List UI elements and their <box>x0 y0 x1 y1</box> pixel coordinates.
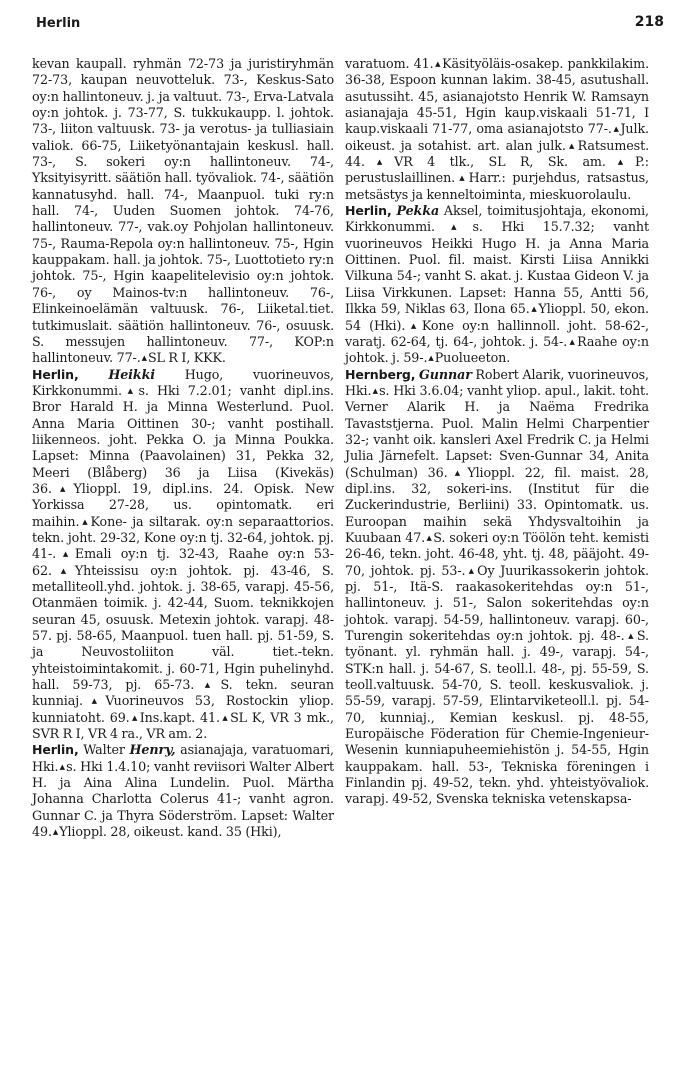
page-number: 218 <box>634 14 664 30</box>
entry-text: s. Hki 7.2.01; vanht dipl.ins. Bror Harald H. ja Minna Westerlund. Puol. Anna Maria Oittinen 30-; vanht postihall. liikenneos. joht. Pekka O. ja Minna Poukka. Lapset: Minna (Paavolainen) 31, Pekka 32, Meeri (Blåberg) 36 ja Liisa (Kivekäs) 36. <box>32 382 334 496</box>
triangle-marker-icon: ▲ <box>406 321 421 330</box>
entry-surname: Herlin, <box>32 742 79 758</box>
triangle-marker-icon: ▲ <box>80 517 90 526</box>
entry-text: Ratsumest. 44. <box>345 137 649 170</box>
entry-text: Käsityöläis-osakep. pankkilakim. 36-38, Espoon kunnan lakim. 38-45, asutushall. asutussiht. 45, asianajotsto Henrik W. Ramsayn asianajaja 45-51, Hgin kaup.viskaali 51-71, I kaup.viskaali 71-77, oma asianajotsto 77-. <box>345 56 650 137</box>
entry-text: varatuom. 41. <box>345 56 434 71</box>
right-column <box>345 56 649 808</box>
triangle-marker-icon: ▲ <box>568 337 577 346</box>
triangle-marker-icon: ▲ <box>456 174 468 183</box>
entry-text: Vuorineuvos 53, Rostockin yliop. kunniatoht. 69. <box>32 693 334 725</box>
triangle-marker-icon: ▲ <box>220 713 230 722</box>
triangle-marker-icon: ▲ <box>435 223 472 232</box>
entry-text: Oy Juurikassokerin johtok. pj. 51-, Itä-S. raakasokeritehdas oy:n 51-, hallintoneuv. j. 51-, Salon sokeritehdas oy:n johtok. varapj. 54-59, hallintoneuv. varapj. 60-, Turengin sokeritehdas oy:n johtok. pj. 48-. <box>345 562 649 644</box>
triangle-marker-icon: ▲ <box>606 158 635 167</box>
entry-text: Robert Alarik, vuorineuvos, Hki. <box>345 366 649 398</box>
triangle-marker-icon: ▲ <box>434 60 442 68</box>
triangle-marker-icon: ▲ <box>57 550 74 559</box>
running-head: Herlin <box>36 16 81 31</box>
continued-entry <box>345 56 649 203</box>
entry-given-name: Pekka <box>396 203 440 219</box>
entry-pekka-herlin <box>345 203 649 366</box>
entry-given-name: Gunnar <box>418 366 472 382</box>
triangle-marker-icon: ▲ <box>530 305 538 314</box>
entry-text: s. Hki 3.6.04; vanht yliop. apul., lakit. toht. Verner Alarik H. ja Naëma Fredrika Tavaststjerna. Puol. Malin Helmi Charpentier 32-; vanht oik. kansleri Axel Fredrik C. ja Helmi Julia Järnefelt. Lapset: Sven-Gunnar 34, Anita (Schulman) 36. <box>345 382 649 480</box>
entry-given-name: Heikki <box>108 366 155 382</box>
entry-text: Emali oy:n tj. 32-43, Raahe oy:n 53-62. <box>32 546 334 578</box>
entry-text: Harr.: purjehdus, ratsastus, metsästys ja kenneltoiminta, mieskuorolaulu. <box>345 170 649 202</box>
entry-text: Ylioppl. 22, fil. maist. 28, dipl.ins. 32, sokeri-ins. (Institut für die Zuckerindustrie, Berliini) 33. Opintomatk. us. Euroopan maihin sekä Yhdysvaltoihin ja Kuubaan 47. <box>345 464 649 545</box>
entry-text: Yhteissisu oy:n johtok. pj. 43-46, S. metalliteoll.yhd. johtok. j. 38-65, varapj. 45-56, Otanmäen toimik. j. 42-44, Suom. teknikkojen seuran 45, osuusk. Metexin johtok. varapj. 48-57. pj. 58-65, Maanpuol. tuen hall. pj. 51-59, S. ja Neuvostoliiton väl. tiet.-tekn. yhteistoimintakomit. j. 60-71, Hgin puhelinyhd. hall. 59-73, pj. 65-73. <box>32 562 334 693</box>
entry-text: Raahe oy:n johtok. j. 59-. <box>345 333 649 366</box>
entry-text: Puolueeton. <box>434 350 511 366</box>
triangle-marker-icon: ▲ <box>448 468 467 477</box>
entry-text: SL K, VR 3 mk., SVR R I, VR 4 ra., VR am. 2. <box>32 709 334 742</box>
entry-given-name-emphasis: Henry, <box>129 742 176 758</box>
entry-text: Ylioppl. 50, ekon. 54 (Hki). <box>345 301 649 333</box>
entry-text: asianajaja, varatuomari, Hki. <box>32 742 334 774</box>
triangle-marker-icon: ▲ <box>365 158 394 167</box>
entry-text: Aksel, toimitusjohtaja, ekonomi, Kirkkonummi. <box>345 203 649 235</box>
entry-text: Hugo, vuorineuvos, Kirkkonummi. <box>32 366 334 398</box>
entry-text: Ylioppl. 19, dipl.ins. 24. Opisk. New Yorkissa 27-28, us. opintomatk. eri maihin. <box>32 480 334 529</box>
triangle-marker-icon: ▲ <box>426 533 433 542</box>
entry-text: S. sokeri oy:n Töölön teht. kemisti 26-46, tekn. joht. 46-48, yht. tj. 48, pääjoht. 49-70, johtok. pj. 53-. <box>345 529 649 578</box>
triangle-marker-icon: ▲ <box>52 828 59 837</box>
entry-text: Ins.kapt. 41. <box>139 709 220 725</box>
entry-surname: Herlin, <box>345 203 392 219</box>
triangle-marker-icon: ▲ <box>59 762 66 771</box>
triangle-marker-icon: ▲ <box>428 354 434 363</box>
triangle-marker-icon: ▲ <box>52 566 74 575</box>
entry-heikki-herlin <box>32 367 334 743</box>
entry-text: Kone oy:n hallinnoll. joht. 58-62-, varatj. 62-64, tj. 64-, johtok. j. 54-. <box>345 317 649 349</box>
entry-surname: Herlin, <box>32 366 79 382</box>
triangle-marker-icon: ▲ <box>625 632 636 641</box>
triangle-marker-icon: ▲ <box>141 354 147 363</box>
entry-text: kevan kaupall. ryhmän 72-73 ja juristiryhmän 72-73, kaupan neuvotteluk. 73-, Keskus-Sato oy:n hallintoneuv. j. ja valtuut. 73-, Erva-Latvala oy:n johtok. j. 73-77, S. tukkukaupp. l. johtok. 73-, liiton valtuusk. 73- ja verotus- ja tulliasiain valiok. 66-75, Liiketyönantajain keskusl. hall. 73-, S. sokeri oy:n hallintoneuv. 74-, Yksityisyritt. säätiön hall. työvaliok. 74-, säätiön kannatusyhd. hall. 74-, Maanpuol. tuki ry:n hall. 74-, Uuden Suomen johtok. 74-76, hallintoneuv. 77-, vak.oy Pohjolan hallintoneuv. 75-, Rauma-Repola oy:n hallintoneuv. 75-, Hgin kauppakam. hall. ja johtok. 75-, Luottotieto ry:n johtok. 75-, Hgin kaapelitelevisio oy:n johtok. 76-, oy Mainos-tv:n hallintoneuv. 76-, Elinkeinoelämän valtuusk. 76-, Liiketal.tiet. tutkimuslait. säätiön hallintoneuv. 76-, osuusk. S. messujen hallintoneuv. 77-, KOP:n hallintoneuv. 77-. <box>32 56 334 366</box>
triangle-marker-icon: ▲ <box>122 386 138 395</box>
entry-text: Julk. oikeust. ja sotahist. art. alan julk. <box>345 121 649 153</box>
triangle-marker-icon: ▲ <box>466 566 477 575</box>
entry-text: s. Hki 15.7.32; vanht vuorineuvos Heikki Hugo H. ja Anna Maria Oittinen. Puol. fil. maist. Kirsti Liisa Annikki Vilkuna 54-; vanht S. akat. j. Kustaa Gideon V. ja Liisa Virkkunen. Lapset: Hanna 55, Antti 56, Ilkka 59, Niklas 63, Ilona 65. <box>345 219 649 317</box>
triangle-marker-icon: ▲ <box>84 697 105 706</box>
entry-text: P.: perustuslaillinen. <box>345 154 649 186</box>
triangle-marker-icon: ▲ <box>566 141 577 150</box>
entry-surname: Hernberg, <box>345 366 416 382</box>
entry-text: s. Hki 1.4.10; vanht reviisori Walter Albert H. ja Aina Alina Lundelin. Puol. Märtha Johanna Charlotta Colerus 41-; vanht agron. Gunnar C. ja Thyra Söderström. Lapset: Walter 49. <box>32 758 334 840</box>
page-header <box>36 14 664 36</box>
entry-given-name: Walter <box>83 742 125 758</box>
entry-text: S. tekn. seuran kunniaj. <box>32 677 334 709</box>
entry-text: VR 4 tlk., SL R, Sk. am. <box>394 154 606 170</box>
triangle-marker-icon: ▲ <box>130 713 139 722</box>
triangle-marker-icon: ▲ <box>372 386 379 395</box>
continued-entry <box>32 56 334 367</box>
triangle-marker-icon: ▲ <box>612 125 620 134</box>
triangle-marker-icon: ▲ <box>52 484 73 493</box>
entry-gunnar-hernberg <box>345 367 649 808</box>
entry-text: Kone- ja siltarak. oy:n separaattorios. tekn. joht. 29-32, Kone oy:n tj. 32-64, johtok. pj. 41-. <box>32 513 334 562</box>
triangle-marker-icon: ▲ <box>195 681 220 690</box>
left-column <box>32 56 334 841</box>
entry-text: S. työnant. yl. ryhmän hall. j. 49-, varapj. 54-, STK:n hall. j. 54-67, S. teoll.l. 48-, pj. 55-59, S. teoll.valtuusk. 54-70, S. teoll. keskusvaliok. j. 55-59, varapj. 57-59, Elintarviketeoll.l. pj. 54-70, kunniaj., Kemian keskusl. pj. 48-55, Europäische Föderation für Chemie-Ingenieur-Wesenin kunniapuheemiehistön j. 54-55, Hgin kauppakam. hall. 53-, Tekniska föreningen i Finlandin pj. 49-52, tekn. yhd. yhteistyövaliok. varapj. 49-52, Svenska tekniska vetenskapsa- <box>345 628 649 807</box>
entry-text: Ylioppl. 28, oikeust. kand. 35 (Hki), <box>59 824 282 840</box>
entry-text: SL R I, KKK. <box>147 350 226 366</box>
entry-walter-herlin <box>32 742 334 840</box>
